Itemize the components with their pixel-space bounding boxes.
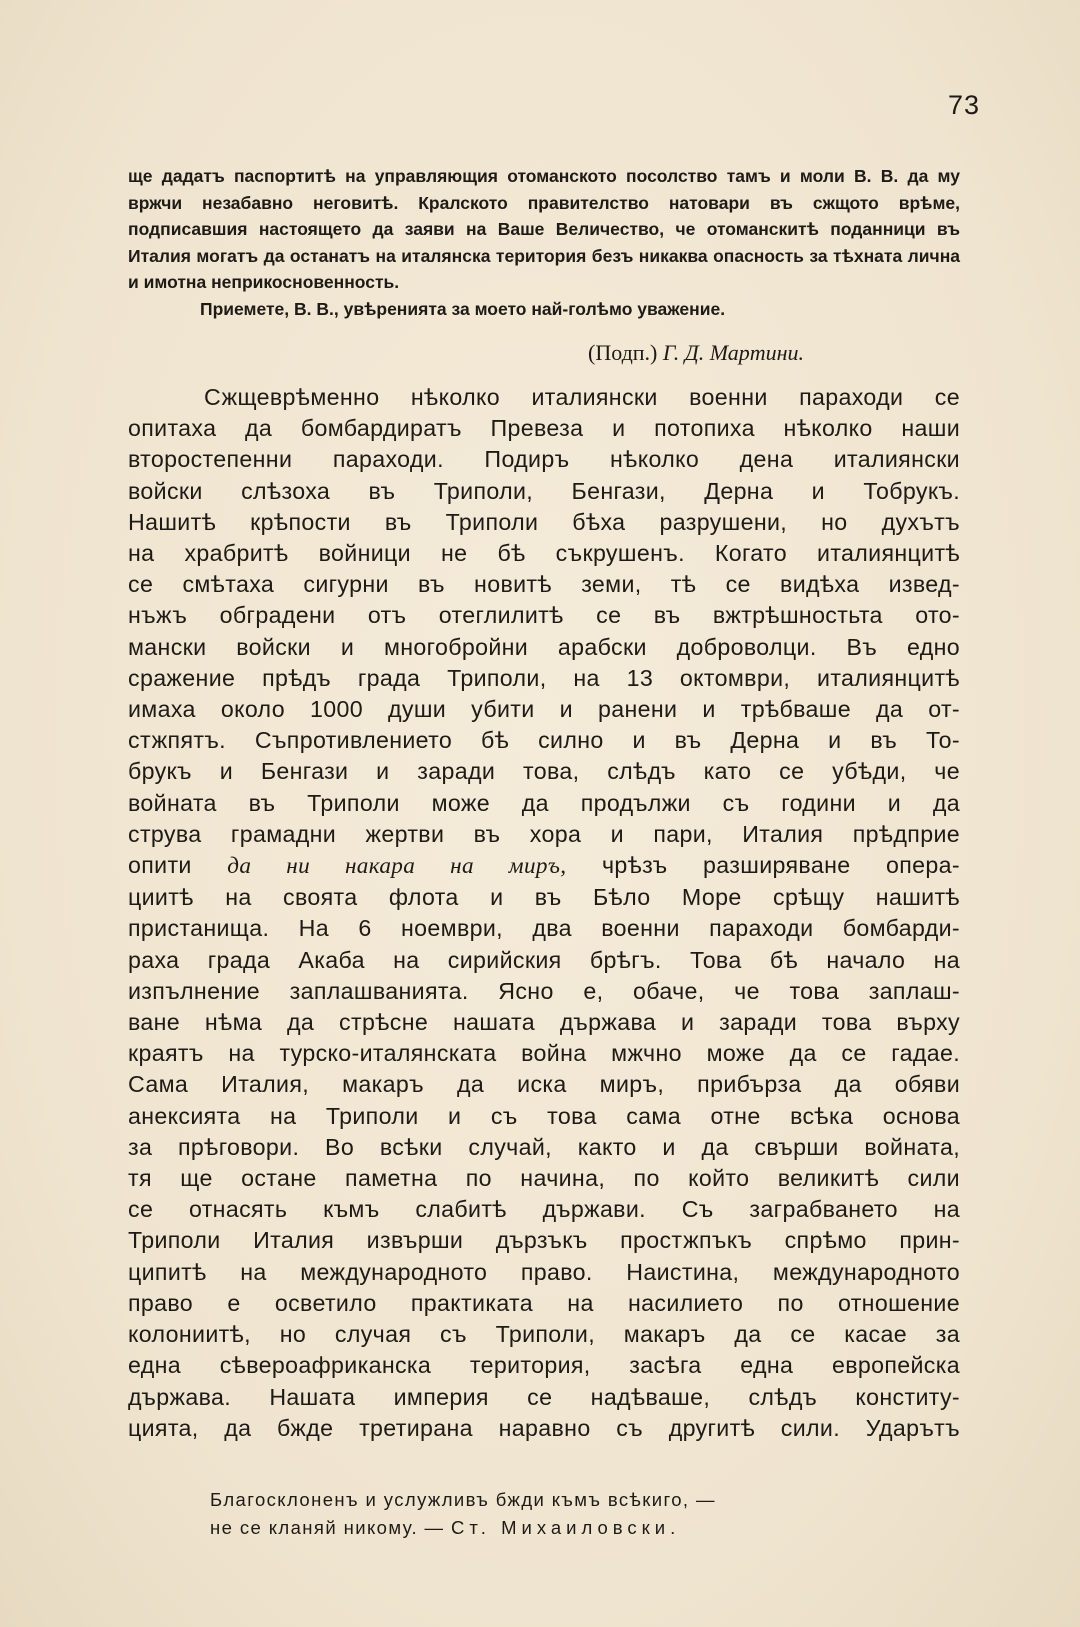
letter-signature (588, 340, 804, 366)
epigraph-author: Ст. Михаиловски. (451, 1517, 681, 1538)
text-after-italic: чрѣзъ разширяване опера- (566, 852, 960, 879)
text-line: сражение прѣдъ града Триполи, на 13 октомври, италиянцитѣ (128, 664, 960, 691)
text-line: се отнасять къмъ слабитѣ държави. Съ заграбването на (128, 1196, 960, 1223)
text-line: имаха около 1000 души убити и ранени и трѣбваше да от- (128, 696, 960, 723)
text-line: изпълнение заплашванията. Ясно е, обаче, че това заплаш- (128, 977, 960, 1004)
text-line: войната въ Триполи може да продължи съ години и да (128, 789, 960, 816)
page-number: 73 (947, 90, 980, 120)
epigraph-quote (210, 1486, 910, 1542)
text-line: краятъ на турско-италянската война мжчно може да се гадае. (128, 1040, 960, 1067)
text-line: право е осветило практиката на насилието по отношение (128, 1289, 960, 1316)
epigraph-line-2 (210, 1514, 910, 1542)
text-line: Нашитѣ крѣпости въ Триполи бѣха разрушени, но духътъ (128, 508, 960, 535)
text-before-italic: опити (128, 852, 228, 879)
text-line: циитѣ на своята флота и въ Бѣло Море срѣщу нашитѣ (128, 884, 960, 911)
text-line: на храбритѣ войници не бѣ съкрушенъ. Когато италиянцитѣ (128, 540, 960, 567)
text-line: ципитѣ на международното право. Наистина, международното (128, 1258, 960, 1285)
text-line: анексията на Триполи и съ това сама отне всѣка основа (128, 1102, 960, 1129)
text-line: опитаха да бомбардиратъ Превеза и потопиха нѣколко наши (128, 415, 960, 442)
letter-excerpt (128, 163, 960, 322)
text-line: нъжъ обградени отъ отеглилитѣ се въ вжтрѣшностьта ото- (128, 602, 960, 629)
text-line: войски слѣзоха въ Триполи, Бенгази, Дерна и Тобрукъ. (128, 477, 960, 504)
text-line: Сжщеврѣменно нѣколко италиянски военни параходи се (204, 384, 960, 410)
text-line: една сѣвероафриканска територия, засѣга една европейска (128, 1352, 960, 1379)
text-line: Сама Италия, макаръ да иска миръ, прибързa да обяви (128, 1071, 960, 1098)
letter-paragraph: ще дадатъ паспортитѣ на управляющия отоманското посолство тамъ и моли В. В. да му вржчи незабавно неговитѣ. Кралското правителство натовари въ сжщото врѣме, подписавшия настоящето да заяви на Ваше Величество, че отоманскитѣ поданници въ Италия могатъ да останатъ на италянска територия безъ никаква опасность за тѣхната лична и имотна неприкосновенность. (128, 166, 960, 292)
text-line: мански войски и многобройни арабски доброволци. Въ едно (128, 633, 960, 660)
text-line: струва грамадни жертви въ хора и пари, Италия прѣдприе (128, 820, 960, 847)
text-line: пристанища. На 6 ноември, два военни параходи бомбарди- (128, 915, 960, 942)
text-line: второстепенни параходи. Подиръ нѣколко дена италиянски (128, 446, 960, 473)
italic-phrase: да ни накара на миръ, (227, 853, 567, 880)
letter-closing: Приемете, В. В., увѣренията за моето най-голѣмо уважение. (200, 298, 726, 319)
text-line: стжпятъ. Съпротивлението бѣ силно и въ Дерна и въ То- (128, 727, 960, 754)
epigraph-line-1: Благосклоненъ и услужливъ бжди къмъ всѣкиго, — (210, 1489, 716, 1510)
signature-name: Г. Д. Марmини. (662, 340, 805, 365)
text-line: раха града Акаба на сирийския брѣгъ. Това бѣ начало на (128, 946, 960, 973)
text-line: колониитѣ, но случая съ Триполи, макаръ да се касае за (128, 1321, 960, 1348)
epigraph-text: не се кланяй никому. — (210, 1517, 452, 1538)
signature-label: (Подп.) (588, 340, 658, 365)
text-line: ване нѣма да стрѣсне нашата държава и заради това върху (128, 1009, 960, 1036)
text-line: за прѣговори. Во всѣки случай, както и да свърши войната, (128, 1133, 960, 1160)
text-line: тя ще остане паметна по начина, по който великитѣ сили (128, 1165, 960, 1192)
text-line: държава. Нашата империя се надѣваше, слѣдъ конститу- (128, 1383, 960, 1410)
text-line: се смѣтаха сигурни въ новитѣ земи, тѣ се видѣха извед- (128, 571, 960, 598)
text-line: цията, да бжде третирана наравно съ другитѣ сили. Ударътъ (128, 1414, 960, 1441)
text-line: Триполи Италия извърши дързъкъ простжпъкъ спрѣмо прин- (128, 1227, 960, 1254)
text-line: брукъ и Бенгази и заради това, слѣдъ като се убѣди, че (128, 758, 960, 785)
text-line-italic (128, 850, 960, 882)
main-paragraph (128, 382, 960, 1444)
